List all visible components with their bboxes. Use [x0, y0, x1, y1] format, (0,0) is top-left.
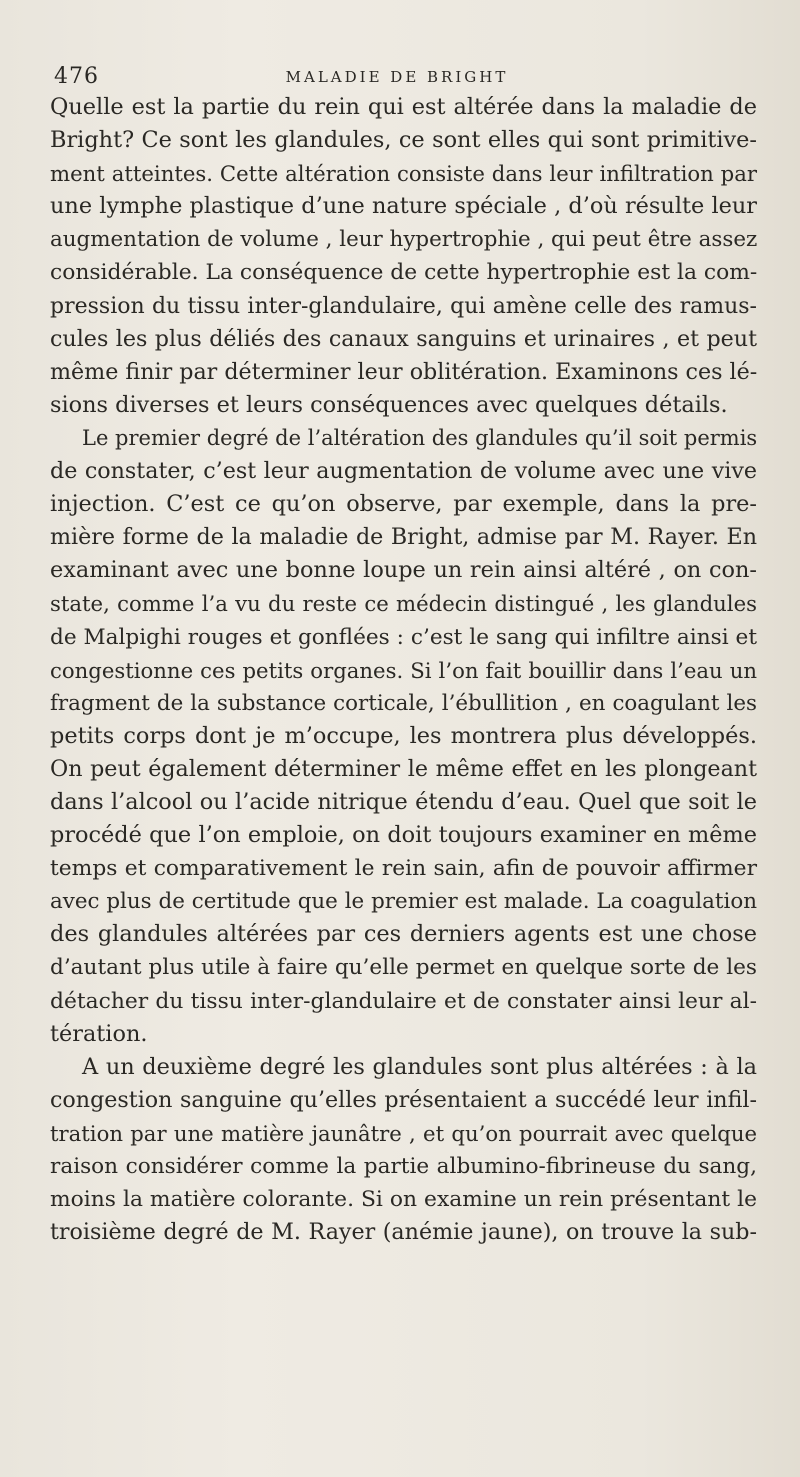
text-line: ment atteintes. Cette altération consiste dans leur infiltration par: [50, 161, 757, 187]
text-line: des glandules altérées par ces derniers agents est une chose: [50, 921, 757, 948]
text-line: mière forme de la maladie de Bright, admise par M. Rayer. En: [50, 524, 757, 551]
text-line: considérable. La conséquence de cette hypertrophie est la com-: [50, 260, 758, 286]
text-line: temps et comparativement le rein sain, afin de pouvoir affirmer: [50, 856, 757, 882]
text-line: congestionne ces petits organes. Si l’on fait bouillir dans l’eau un: [50, 657, 757, 683]
text-line: moins la matière colorante. Si on examine un rein présentant le: [50, 1187, 757, 1213]
text-line: Le premier degré de l’altération des glandules qu’il soit permis: [82, 425, 758, 450]
text-line: cules les plus déliés des canaux sanguins et urinaires , et peut: [50, 325, 757, 352]
text-line: A un deuxième degré les glandules sont plus altérées : à la: [82, 1053, 757, 1080]
page-number: 476: [54, 64, 99, 89]
body-text: [50, 91, 757, 1249]
text-line: fragment de la substance corticale, l’ébullition , en coagulant les: [50, 690, 757, 716]
text-line: petits corps dont je m’occupe, les montrera plus développés.: [50, 722, 757, 749]
text-line: troisième degré de M. Rayer (anémie jaune), on trouve la sub-: [50, 1219, 757, 1246]
text-line: Quelle est la partie du rein qui est altérée dans la maladie de: [50, 94, 757, 120]
text-line: raison considérer comme la partie albumino-fibrineuse du sang,: [50, 1154, 757, 1179]
text-line: même finir par déterminer leur oblitération. Examinons ces lé-: [50, 358, 758, 385]
text-line: dans l’alcool ou l’acide nitrique étendu d’eau. Quel que soit le: [50, 788, 757, 815]
text-line: tration par une matière jaunâtre , et qu’on pourrait avec quelque: [50, 1120, 757, 1146]
text-line: tération.: [50, 1020, 148, 1047]
text-line: détacher du tissu inter-glandulaire et de constater ainsi leur al-: [50, 988, 757, 1014]
text-line: Bright? Ce sont les glandules, ce sont elles qui sont primitive-: [50, 127, 757, 154]
text-line: sions diverses et leurs conséquences avec quelques détails.: [50, 391, 728, 418]
text-line: pression du tissu inter-glandulaire, qui amène celle des ramus-: [50, 293, 757, 319]
text-line: congestion sanguine qu’elles présentaient a succédé leur infil-: [50, 1086, 757, 1113]
text-line: injection. C’est ce qu’on observe, par exemple, dans la pre-: [50, 491, 757, 518]
text-line: de constater, c’est leur augmentation de volume avec une vive: [50, 458, 757, 485]
text-line: examinant avec une bonne loupe un rein ainsi altéré , on con-: [50, 557, 757, 584]
text-line: d’autant plus utile à faire qu’elle permet en quelque sorte de les: [50, 955, 757, 981]
text-line: state, comme l’a vu du reste ce médecin distingué , les glandules: [50, 591, 757, 617]
text-line: procédé que l’on emploie, on doit toujours examiner en même: [50, 822, 757, 849]
text-line: de Malpighi rouges et gonflées : c’est le sang qui infiltre ainsi et: [50, 624, 757, 650]
text-line: On peut également déterminer le même effet en les plongeant: [50, 755, 757, 782]
text-line: augmentation de volume , leur hypertrophie , qui peut être assez: [50, 227, 758, 253]
running-head: [54, 64, 740, 92]
text-line: une lymphe plastique d’une nature spéciale , d’où résulte leur: [50, 193, 757, 220]
text-line: avec plus de certitude que le premier est malade. La coagulation: [50, 889, 757, 915]
running-title: MALADIE DE BRIGHT: [285, 68, 509, 86]
